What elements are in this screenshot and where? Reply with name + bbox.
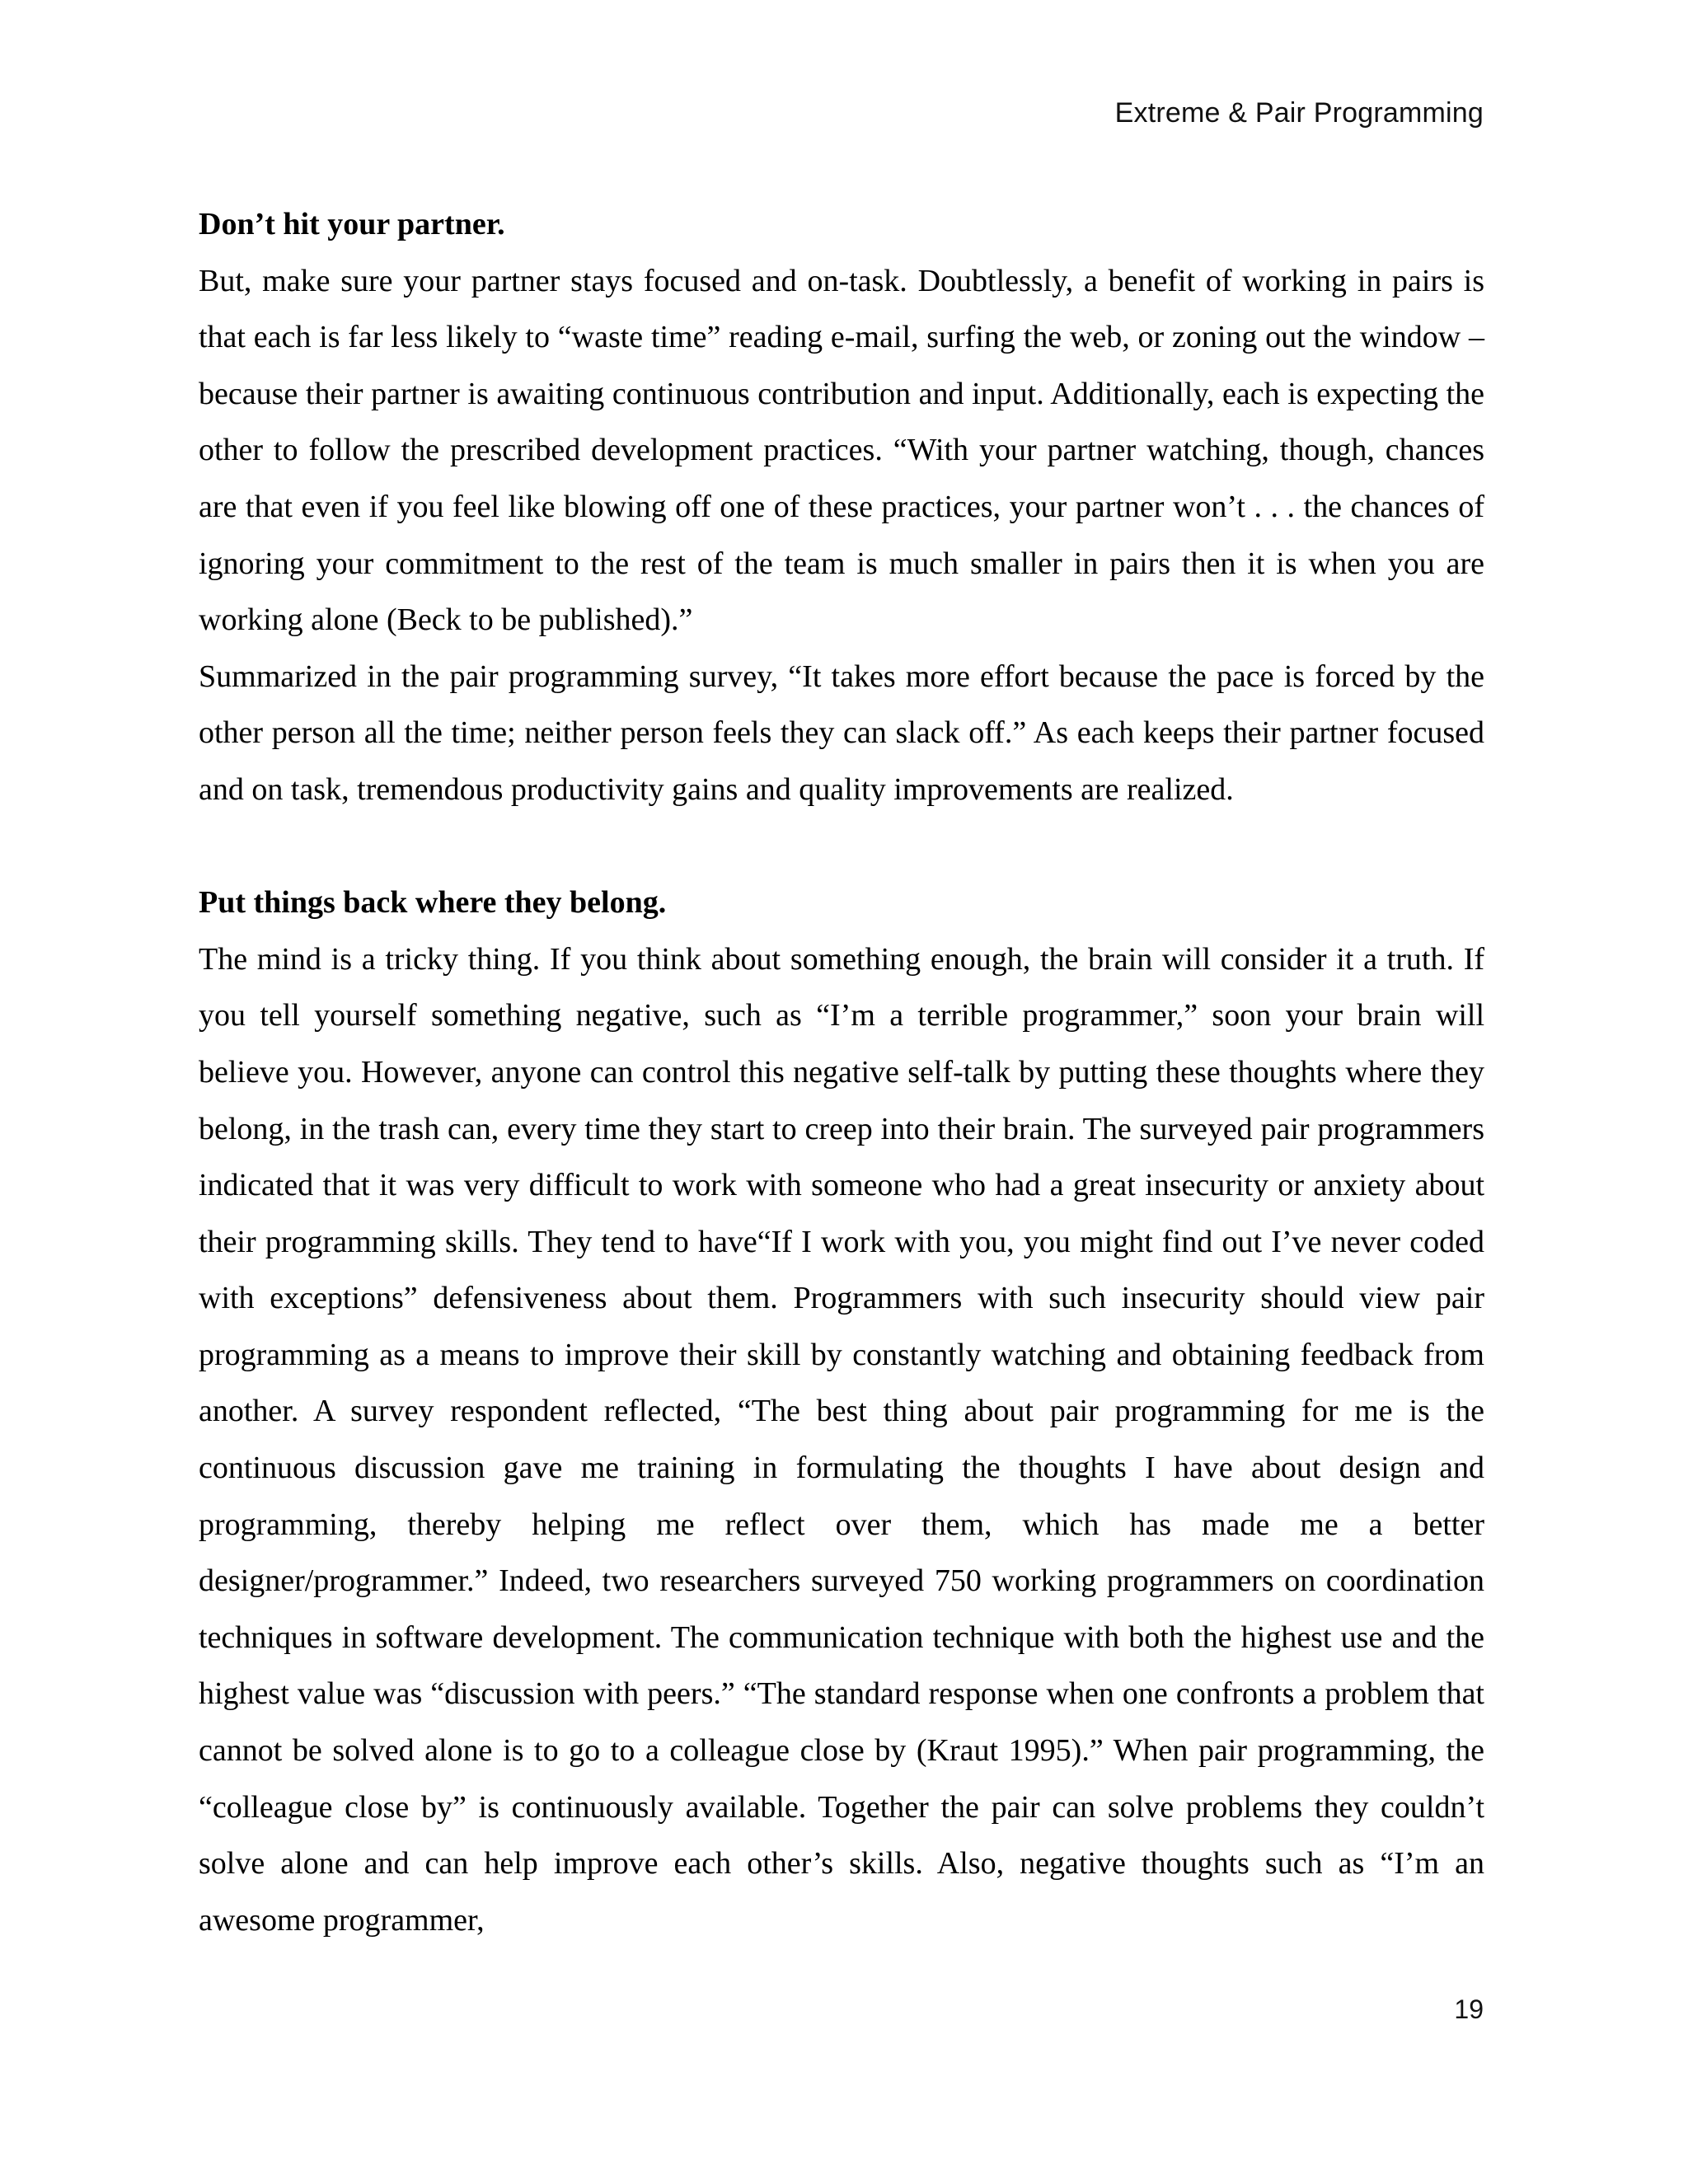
running-header: Extreme & Pair Programming — [1114, 97, 1484, 129]
page-number: 19 — [1454, 1994, 1484, 2024]
paragraph: But, make sure your partner stays focused and on-task. Doubtlessly, a benefit of working in pairs is that each is far less likely to “waste time” reading e-mail, surfing the web, or zoning out the window – because their partner is awaiting continuous contribution and input. Additionally, each is expecting the other to follow the prescribed development practices. “With your partner watching, though, chances are that even if you feel like blowing off one of these practices, your partner won’t . . . the chances of ignoring your commitment to the rest of the team is much smaller in pairs then it is when you are working alone (Beck to be published).” — [199, 263, 1484, 638]
section-heading: Don’t hit your partner. — [199, 207, 505, 241]
paragraph: The mind is a tricky thing. If you think about something enough, the brain will consider it a truth. If you tell yourself something negative, such as “I’m a terrible programmer,” soon your brain will believe you. However, anyone can control this negative self-talk by putting these thoughts where they belong, in the trash can, every time they start to creep into their brain. The surveyed pair programmers indicated that it was very difficult to work with someone who had a great insecurity or anxiety about their programming skills. They tend to have“If I work with you, you might find out I’ve never coded with exceptions” defensiveness about them. Programmers with such insecurity should view pair programming as a means to improve their skill by constantly watching and obtaining feedback from another. A survey respondent reflected, “The best thing about pair programming for me is the continuous discussion gave me training in formulating the thoughts I have about design and programming, thereby helping me reflect over them, which has made me a better designer/programmer.” Indeed, two researchers surveyed 750 working programmers on coordination techniques in software development. The communication technique with both the highest use and the highest value was “discussion with peers.” “The standard response when one confronts a problem that cannot be solved alone is to go to a colleague close by (Kraut 1995).” When pair programming, the “colleague close by” is continuously available. Together the pair can solve problems they couldn’t solve alone and can help improve each other’s skills. Also, negative thoughts such as “I’m an awesome programmer, — [199, 941, 1484, 1938]
section-spacer — [199, 818, 1484, 875]
paragraph: Summarized in the pair programming survey, “It takes more effort because the pace is forced by the other person all the time; neither person feels they can slack off.” As each keeps their partner focused and on task, tremendous productivity gains and quality improvements are realized. — [199, 658, 1484, 807]
section-heading: Put things back where they belong. — [199, 885, 667, 921]
body-text — [199, 196, 1484, 1948]
